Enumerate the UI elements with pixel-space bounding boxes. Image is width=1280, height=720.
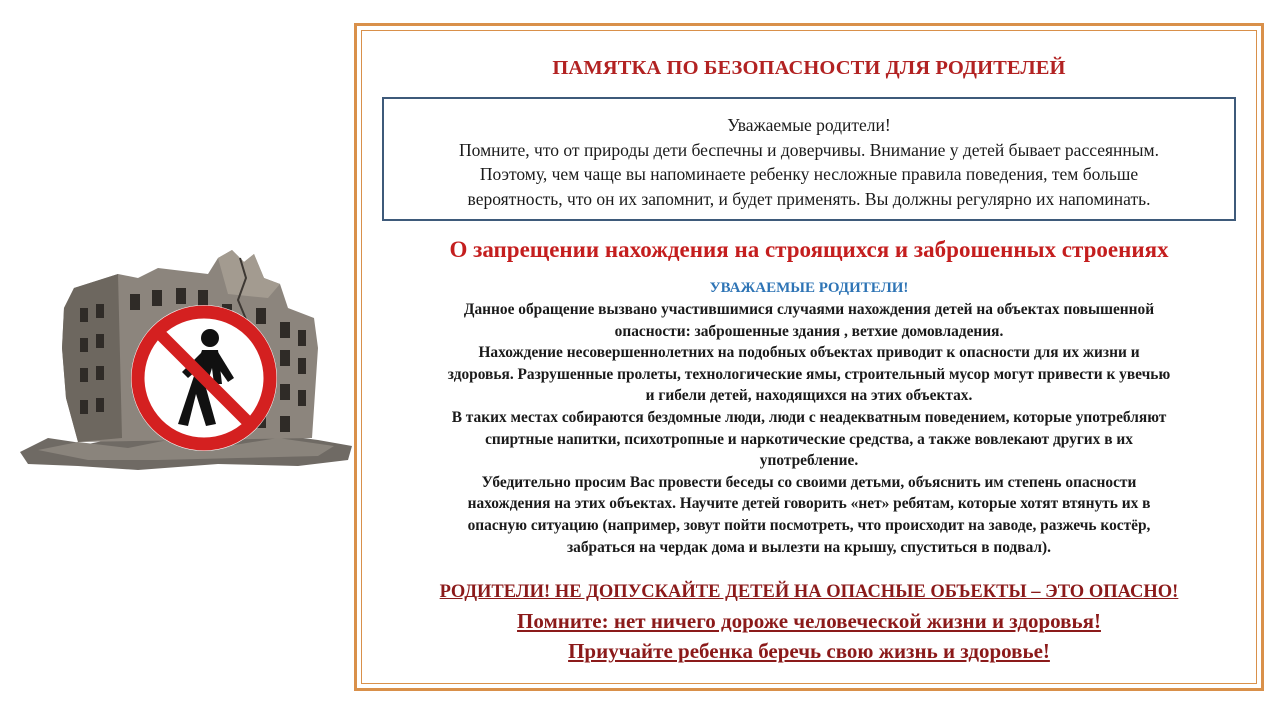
body-line: здоровья. Разрушенные пролеты, технологические ямы, строительный мусор могут привести к увечью (447, 365, 1171, 383)
memo-inner (361, 30, 1257, 684)
teach-text: Приучайте ребенка беречь свою жизнь и здоровье! (568, 639, 1050, 663)
memo-title: ПАМЯТКА ПО БЕЗОПАСНОСТИ ДЛЯ РОДИТЕЛЕЙ (552, 57, 1066, 79)
memo-frame (354, 23, 1264, 691)
illustration (18, 238, 354, 478)
body-line: забраться на чердак дома и вылезти на крышу, спуститься в подвал). (566, 538, 1052, 556)
body-line: опасную ситуацию (например, зовут пойти посмотреть, что происходит на заводе, разжечь костёр, (467, 516, 1151, 534)
notice-line: Поэтому, чем чаще вы напоминаете ребенку несложные правила поведения, тем больше (479, 164, 1139, 184)
body-line: В таких местах собираются бездомные люди, люди с неадекватным поведением, которые употребляют (451, 408, 1167, 426)
addressee: УВАЖАЕМЫЕ РОДИТЕЛИ! (709, 280, 909, 296)
notice-box (382, 97, 1236, 221)
section-heading: О запрещении нахождения на строящихся и заброшенных строениях (449, 237, 1169, 262)
ruined-building-icon (18, 238, 354, 478)
body-line: употребление. (759, 452, 859, 470)
body-line: опасности: заброшенные здания , ветхие домовладения. (614, 322, 1004, 340)
body-line: Нахождение несовершеннолетних на подобных объектах приводит к опасности для их жизни и (478, 344, 1140, 362)
body-text (376, 299, 1242, 558)
notice-line: Помните, что от природы дети беспечны и доверчивы. Внимание у детей бывает рассеянным. (459, 139, 1159, 160)
warning-text: РОДИТЕЛИ! НЕ ДОПУСКАЙТЕ ДЕТЕЙ НА ОПАСНЫЕ ОБЪЕКТЫ – ЭТО ОПАСНО! (439, 582, 1179, 602)
body-line: нахождения на этих объектах. Научите детей говорить «нет» ребятам, которые хотят втянуть их в (467, 495, 1151, 513)
notice-line: Уважаемые родители! (727, 115, 891, 135)
body-line: Убедительно просим Вас провести беседы со своими детьми, объяснить им степень опасности (481, 473, 1137, 491)
no-pedestrian-sign-icon (131, 305, 277, 451)
remember-text: Помните: нет ничего дороже человеческой жизни и здоровья! (517, 609, 1101, 633)
body-line: спиртные напитки, психотропные и наркотические средства, а также вовлекают других в их (485, 430, 1133, 448)
body-line: Данное обращение вызвано участившимися случаями нахождения детей на объектах повышенной (463, 301, 1155, 318)
body-line: и гибели детей, находящихся на этих объектах. (645, 387, 973, 405)
notice-line: вероятность, что он их запомнит, и будет применять. Вы должны регулярно их напоминать. (467, 188, 1151, 209)
